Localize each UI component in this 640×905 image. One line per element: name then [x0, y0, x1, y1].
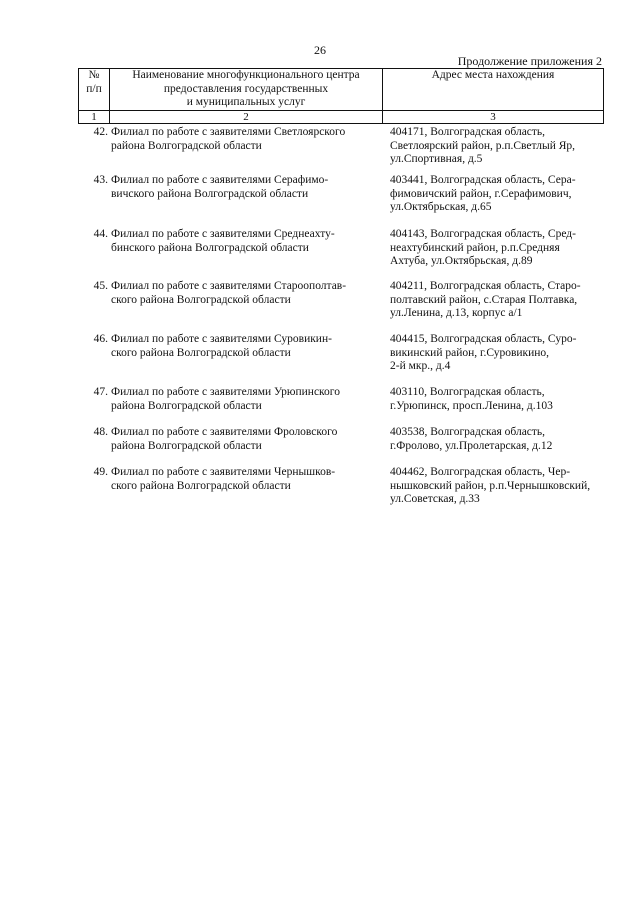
center-name-line: района Волгоградской области — [111, 139, 262, 152]
table-row — [78, 333, 604, 386]
address-line: ул.Ленина, д.13, корпус а/1 — [390, 307, 523, 319]
table-row — [78, 466, 604, 514]
row-number: 45. — [93, 280, 108, 292]
center-address — [390, 126, 604, 174]
address-line: Ахтуба, ул.Октябрьская, д.89 — [390, 255, 533, 267]
header-name-line: предоставления государственных — [163, 82, 329, 95]
center-address — [390, 426, 604, 466]
center-name-line: вичского района Волгоградской области — [111, 187, 309, 200]
address-line: Светлоярский район, р.п.Светлый Яр, — [390, 139, 576, 152]
row-number: 48. — [93, 426, 108, 438]
center-name-line: Филиал по работе с заявителями Светлоярского — [111, 126, 346, 138]
row-number: 49. — [93, 466, 108, 478]
address-line: 403538, Волгоградская область, — [390, 426, 546, 438]
address-line: 404143, Волгоградская область, Сред- — [390, 228, 576, 240]
address-line: викинский район, г.Суровикино, — [390, 346, 550, 359]
page-number: 26 — [314, 43, 326, 57]
center-name-line: ского района Волгоградской области — [111, 346, 291, 359]
row-number: 46. — [93, 333, 108, 345]
center-name-line: Филиал по работе с заявителями Суровикин- — [111, 333, 332, 345]
table-row — [78, 426, 604, 466]
header-name-line: и муниципальных услуг — [186, 96, 306, 108]
column-index: 2 — [110, 110, 383, 123]
address-line: ул.Октябрьская, д.65 — [390, 201, 492, 213]
address-line: неахтубинский район, р.п.Средняя — [390, 241, 560, 254]
header-address — [383, 69, 604, 111]
address-line: ул.Спортивная, д.5 — [390, 153, 483, 165]
center-name-line: бинского района Волгоградской области — [111, 241, 309, 254]
center-name-line: Филиал по работе с заявителями Староополтав- — [111, 280, 347, 292]
center-name — [111, 174, 384, 228]
header-name-line: Наименование многофункционального центра — [132, 69, 360, 81]
row-number: 44. — [93, 228, 108, 240]
address-line: 403441, Волгоградская область, Сера- — [390, 174, 576, 186]
center-name — [111, 333, 384, 386]
address-line: 2-й мкр., д.4 — [390, 360, 451, 372]
address-line: 404211, Волгоградская область, Старо- — [390, 280, 581, 292]
address-line: 404462, Волгоградская область, Чер- — [390, 466, 571, 478]
center-name — [111, 426, 384, 466]
center-address — [390, 174, 604, 228]
row-number: 42. — [93, 126, 108, 138]
center-name-line: района Волгоградской области — [111, 439, 262, 452]
table-row — [78, 174, 604, 228]
header-address-line: Адрес места нахождения — [431, 69, 555, 81]
center-address — [390, 386, 604, 426]
center-name — [111, 386, 384, 426]
table-body — [78, 126, 604, 514]
table-row — [78, 126, 604, 174]
header-num-line: п/п — [86, 82, 102, 95]
center-name — [111, 126, 384, 174]
address-line: 403110, Волгоградская область, — [390, 386, 545, 398]
center-name — [111, 228, 384, 280]
address-line: 404415, Волгоградская область, Суро- — [390, 333, 577, 345]
column-index: 3 — [383, 110, 604, 123]
center-name — [111, 466, 384, 514]
center-name — [111, 280, 384, 333]
center-address — [390, 228, 604, 280]
center-address — [390, 466, 604, 514]
header-name — [110, 69, 383, 111]
header-num — [79, 69, 110, 111]
center-name-line: Филиал по работе с заявителями Урюпинского — [111, 386, 340, 398]
center-name-line: ского района Волгоградской области — [111, 293, 291, 306]
address-line: нышковский район, р.п.Чернышковский, — [390, 479, 591, 492]
center-name-line: Филиал по работе с заявителями Фроловского — [111, 426, 338, 438]
center-name-line: района Волгоградской области — [111, 399, 262, 412]
address-line: ул.Советская, д.33 — [390, 493, 480, 505]
continuation-label: Продолжение приложения 2 — [457, 54, 602, 68]
table-header — [78, 68, 604, 124]
row-number: 47. — [93, 386, 108, 398]
header-row — [79, 69, 604, 111]
address-line: полтавский район, с.Старая Полтавка, — [390, 293, 578, 306]
center-name-line: Филиал по работе с заявителями Среднеахту- — [111, 228, 335, 240]
column-index: 1 — [79, 110, 110, 123]
table-row — [78, 386, 604, 426]
table-row — [78, 228, 604, 280]
header-num-line: № — [88, 69, 100, 81]
center-address — [390, 333, 604, 386]
address-line: 404171, Волгоградская область, — [390, 126, 546, 138]
address-line: г.Фролово, ул.Пролетарская, д.12 — [390, 439, 553, 452]
address-line: фимовичский район, г.Серафимович, — [390, 187, 572, 200]
center-address — [390, 280, 604, 333]
center-name-line: Филиал по работе с заявителями Серафимо- — [111, 174, 329, 186]
address-line: г.Урюпинск, просп.Ленина, д.103 — [390, 399, 553, 412]
center-name-line: Филиал по работе с заявителями Чернышков- — [111, 466, 336, 478]
table-row — [78, 280, 604, 333]
row-number: 43. — [93, 174, 108, 186]
column-index-row — [79, 110, 604, 123]
center-name-line: ского района Волгоградской области — [111, 479, 291, 492]
